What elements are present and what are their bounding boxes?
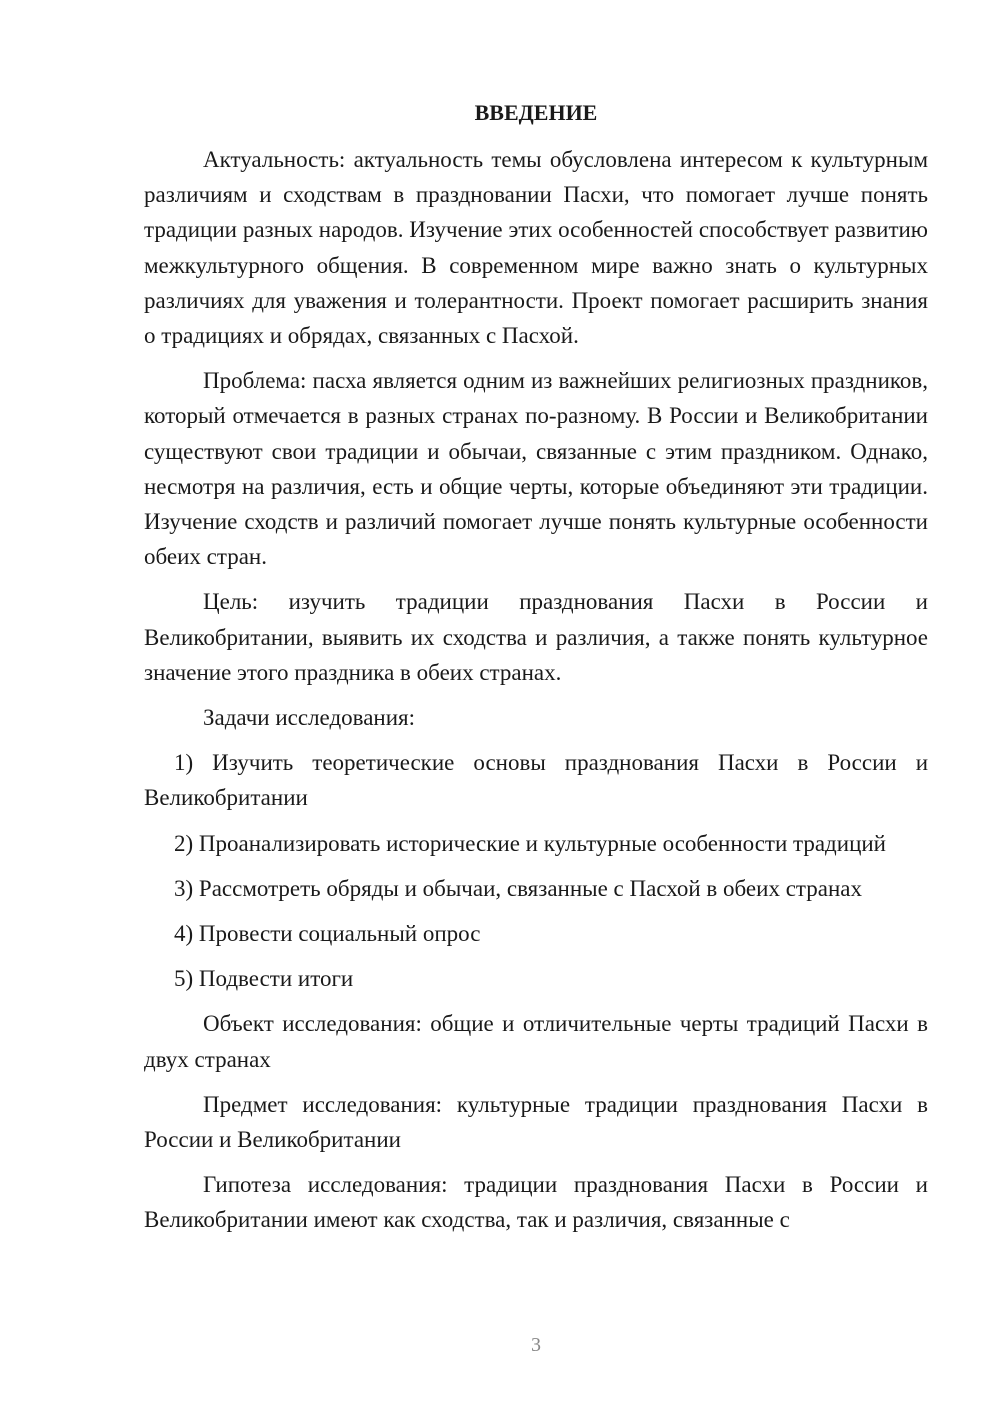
relevance-paragraph: Актуальность: актуальность темы обусловлена интересом к культурным различиям и сходствам в праздновании Пасхи, что помогает лучше понять традиции разных народов. Изучение этих особенностей способствует развитию межкультурного общения. В современном мире важно знать о культурных различиях для уважения и толерантности. Проект помогает расширить знания о традициях и обрядах, связанных с Пасхой. <box>144 147 928 349</box>
task-item-1: 1) Изучить теоретические основы празднования Пасхи в России и Великобритании <box>144 750 928 811</box>
research-hypothesis-paragraph: Гипотеза исследования: традиции празднования Пасхи в России и Великобритании имеют как сходства, так и различия, связанные с <box>144 1172 928 1233</box>
task-item-4: 4) Провести социальный опрос <box>174 921 481 947</box>
goal-paragraph: Цель: изучить традиции празднования Пасхи в России и Великобритании, выявить их сходства и различия, а также понять культурное значение этого праздника в обеих странах. <box>144 589 928 685</box>
research-object-paragraph: Объект исследования: общие и отличительные черты традиций Пасхи в двух странах <box>144 1011 928 1072</box>
tasks-heading: Задачи исследования: <box>203 705 416 731</box>
problem-paragraph: Проблема: пасха является одним из важнейших религиозных праздников, который отмечается в разных странах по-разному. В России и Великобритании существуют свои традиции и обычаи, связанные с этим праздником. Однако, несмотря на различия, есть и общие черты, которые объединяют эти традиции. Изучение сходств и различий помогает лучше понять культурные особенности обеих стран. <box>144 368 928 570</box>
document-page <box>144 95 928 1248</box>
research-subject-paragraph: Предмет исследования: культурные традиции празднования Пасхи в России и Великобритании <box>144 1091 928 1153</box>
task-item-2: 2) Проанализировать исторические и культурные особенности традиций <box>174 830 886 856</box>
page-number: 3 <box>531 1334 541 1356</box>
section-title: ВВЕДЕНИЕ <box>474 100 598 125</box>
task-item-3: 3) Рассмотреть обряды и обычаи, связанные с Пасхой в обеих странах <box>174 875 862 901</box>
task-item-5: 5) Подвести итоги <box>174 966 354 992</box>
